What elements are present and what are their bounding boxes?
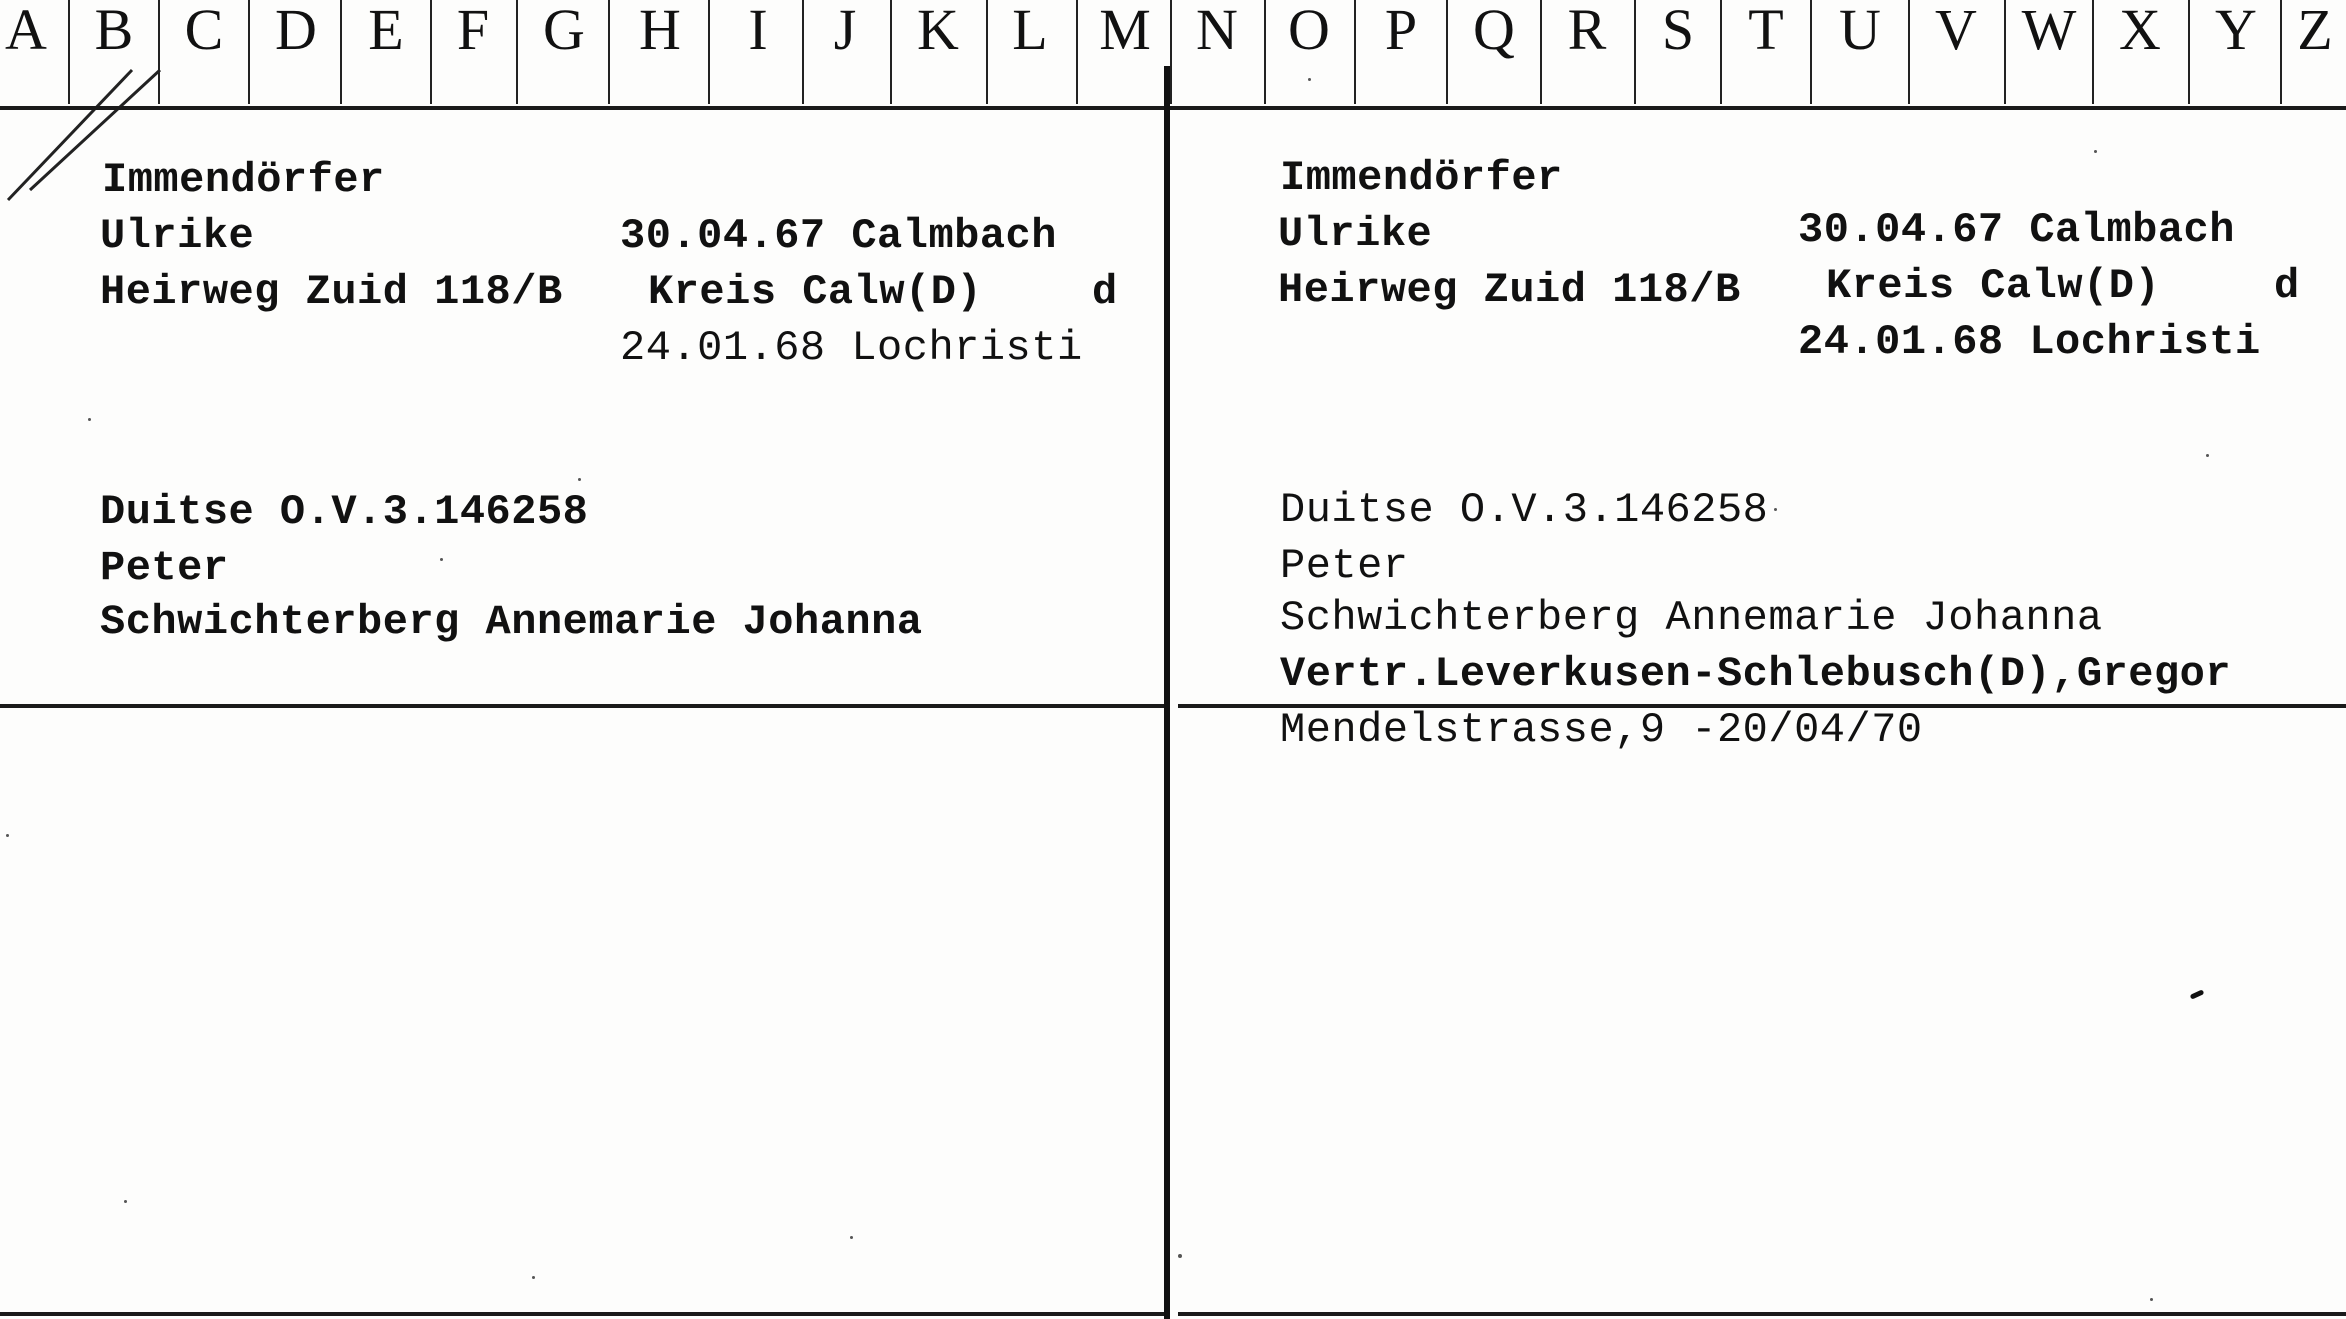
scan-speck bbox=[2094, 150, 2097, 153]
index-divider bbox=[890, 0, 892, 104]
birth-date-place: 30.04.67 Calmbach bbox=[620, 212, 1057, 260]
right-card-bottom-rule bbox=[1178, 1312, 2346, 1316]
left-card-divider bbox=[0, 704, 1166, 708]
index-divider bbox=[986, 0, 988, 104]
alphabet-index-strip bbox=[0, 0, 2346, 108]
birth-date-place: 30.04.67 Calmbach bbox=[1798, 206, 2235, 254]
address: Heirweg Zuid 118/B bbox=[1278, 266, 1741, 314]
scan-speck bbox=[1774, 508, 1777, 511]
header-rule bbox=[0, 106, 2346, 110]
index-divider bbox=[802, 0, 804, 104]
birth-region: Kreis Calw(D) bbox=[1826, 262, 2161, 310]
index-divider bbox=[708, 0, 710, 104]
departure-note: Vertr.Leverkusen-Schlebusch(D),Gregor bbox=[1280, 650, 2232, 698]
scan-speck bbox=[1178, 1254, 1182, 1258]
departure-address: Mendelstrasse,9 -20/04/70 bbox=[1280, 706, 1923, 754]
index-letter-m: M bbox=[1099, 0, 1151, 62]
index-divider bbox=[1720, 0, 1722, 104]
arrival-date-place: 24.01.68 Lochristi bbox=[620, 324, 1083, 372]
index-letter-x: X bbox=[2119, 0, 2161, 62]
index-letter-y: Y bbox=[2215, 0, 2257, 62]
index-divider bbox=[608, 0, 610, 104]
index-letter-c: C bbox=[184, 0, 224, 62]
sex-code: d bbox=[1092, 268, 1118, 316]
index-letter-n: N bbox=[1196, 0, 1238, 62]
index-letter-i: I bbox=[748, 0, 768, 62]
index-divider bbox=[1264, 0, 1266, 104]
index-letter-w: W bbox=[2021, 0, 2077, 62]
index-letter-o: O bbox=[1288, 0, 1330, 62]
index-letter-p: P bbox=[1384, 0, 1418, 62]
index-letter-j: J bbox=[833, 0, 857, 62]
scan-speck bbox=[578, 478, 581, 481]
index-letter-s: S bbox=[1661, 0, 1695, 62]
index-letter-v: V bbox=[1935, 0, 1977, 62]
scan-speck bbox=[124, 1200, 127, 1203]
index-letter-q: Q bbox=[1473, 0, 1515, 62]
index-divider bbox=[516, 0, 518, 104]
scan-speck bbox=[88, 418, 91, 421]
birth-region: Kreis Calw(D) bbox=[648, 268, 983, 316]
index-letter-f: F bbox=[456, 0, 490, 62]
scan-speck bbox=[532, 1276, 535, 1279]
scan-speck bbox=[2206, 454, 2209, 457]
index-letter-g: G bbox=[543, 0, 585, 62]
address: Heirweg Zuid 118/B bbox=[100, 268, 563, 316]
index-letter-u: U bbox=[1839, 0, 1881, 62]
index-divider bbox=[340, 0, 342, 104]
mother-name: Schwichterberg Annemarie Johanna bbox=[1280, 594, 2103, 642]
nationality-reference: Duitse O.V.3.146258 bbox=[1280, 486, 1769, 534]
father-name: Peter bbox=[1280, 542, 1409, 590]
index-letter-l: L bbox=[1012, 0, 1048, 62]
index-divider bbox=[248, 0, 250, 104]
index-divider bbox=[1810, 0, 1812, 104]
index-letter-t: T bbox=[1748, 0, 1784, 62]
father-name: Peter bbox=[100, 544, 229, 592]
center-divider bbox=[1164, 66, 1170, 1319]
index-divider bbox=[2092, 0, 2094, 104]
given-name: Ulrike bbox=[1278, 210, 1433, 258]
scan-speck bbox=[1308, 78, 1311, 81]
index-divider bbox=[1354, 0, 1356, 104]
index-divider bbox=[1540, 0, 1542, 104]
index-divider bbox=[1446, 0, 1448, 104]
scan-speck bbox=[850, 1236, 853, 1239]
scan-speck bbox=[2150, 1298, 2153, 1301]
index-divider bbox=[1634, 0, 1636, 104]
index-divider bbox=[1076, 0, 1078, 104]
index-letter-k: K bbox=[917, 0, 959, 62]
ink-mark bbox=[2190, 989, 2205, 999]
surname: Immendörfer bbox=[1280, 154, 1563, 202]
index-letter-d: D bbox=[275, 0, 317, 62]
given-name: Ulrike bbox=[100, 212, 255, 260]
index-letter-z: Z bbox=[2297, 0, 2333, 62]
index-letter-r: R bbox=[1567, 0, 1607, 62]
index-divider bbox=[1170, 0, 1172, 104]
sex-code: d bbox=[2274, 262, 2300, 310]
surname: Immendörfer bbox=[102, 156, 385, 204]
scan-speck bbox=[440, 558, 443, 561]
mother-name: Schwichterberg Annemarie Johanna bbox=[100, 598, 923, 646]
arrival-date-place: 24.01.68 Lochristi bbox=[1798, 318, 2261, 366]
index-divider bbox=[1908, 0, 1910, 104]
scan-speck bbox=[6, 834, 9, 837]
index-letter-b: B bbox=[94, 0, 134, 62]
index-letter-e: E bbox=[368, 0, 404, 62]
index-divider bbox=[430, 0, 432, 104]
index-divider bbox=[2188, 0, 2190, 104]
left-card-bottom-rule bbox=[0, 1312, 1166, 1316]
index-divider bbox=[2280, 0, 2282, 104]
index-letter-h: H bbox=[639, 0, 681, 62]
index-letter-a: A bbox=[5, 0, 47, 62]
nationality-reference: Duitse O.V.3.146258 bbox=[100, 488, 589, 536]
